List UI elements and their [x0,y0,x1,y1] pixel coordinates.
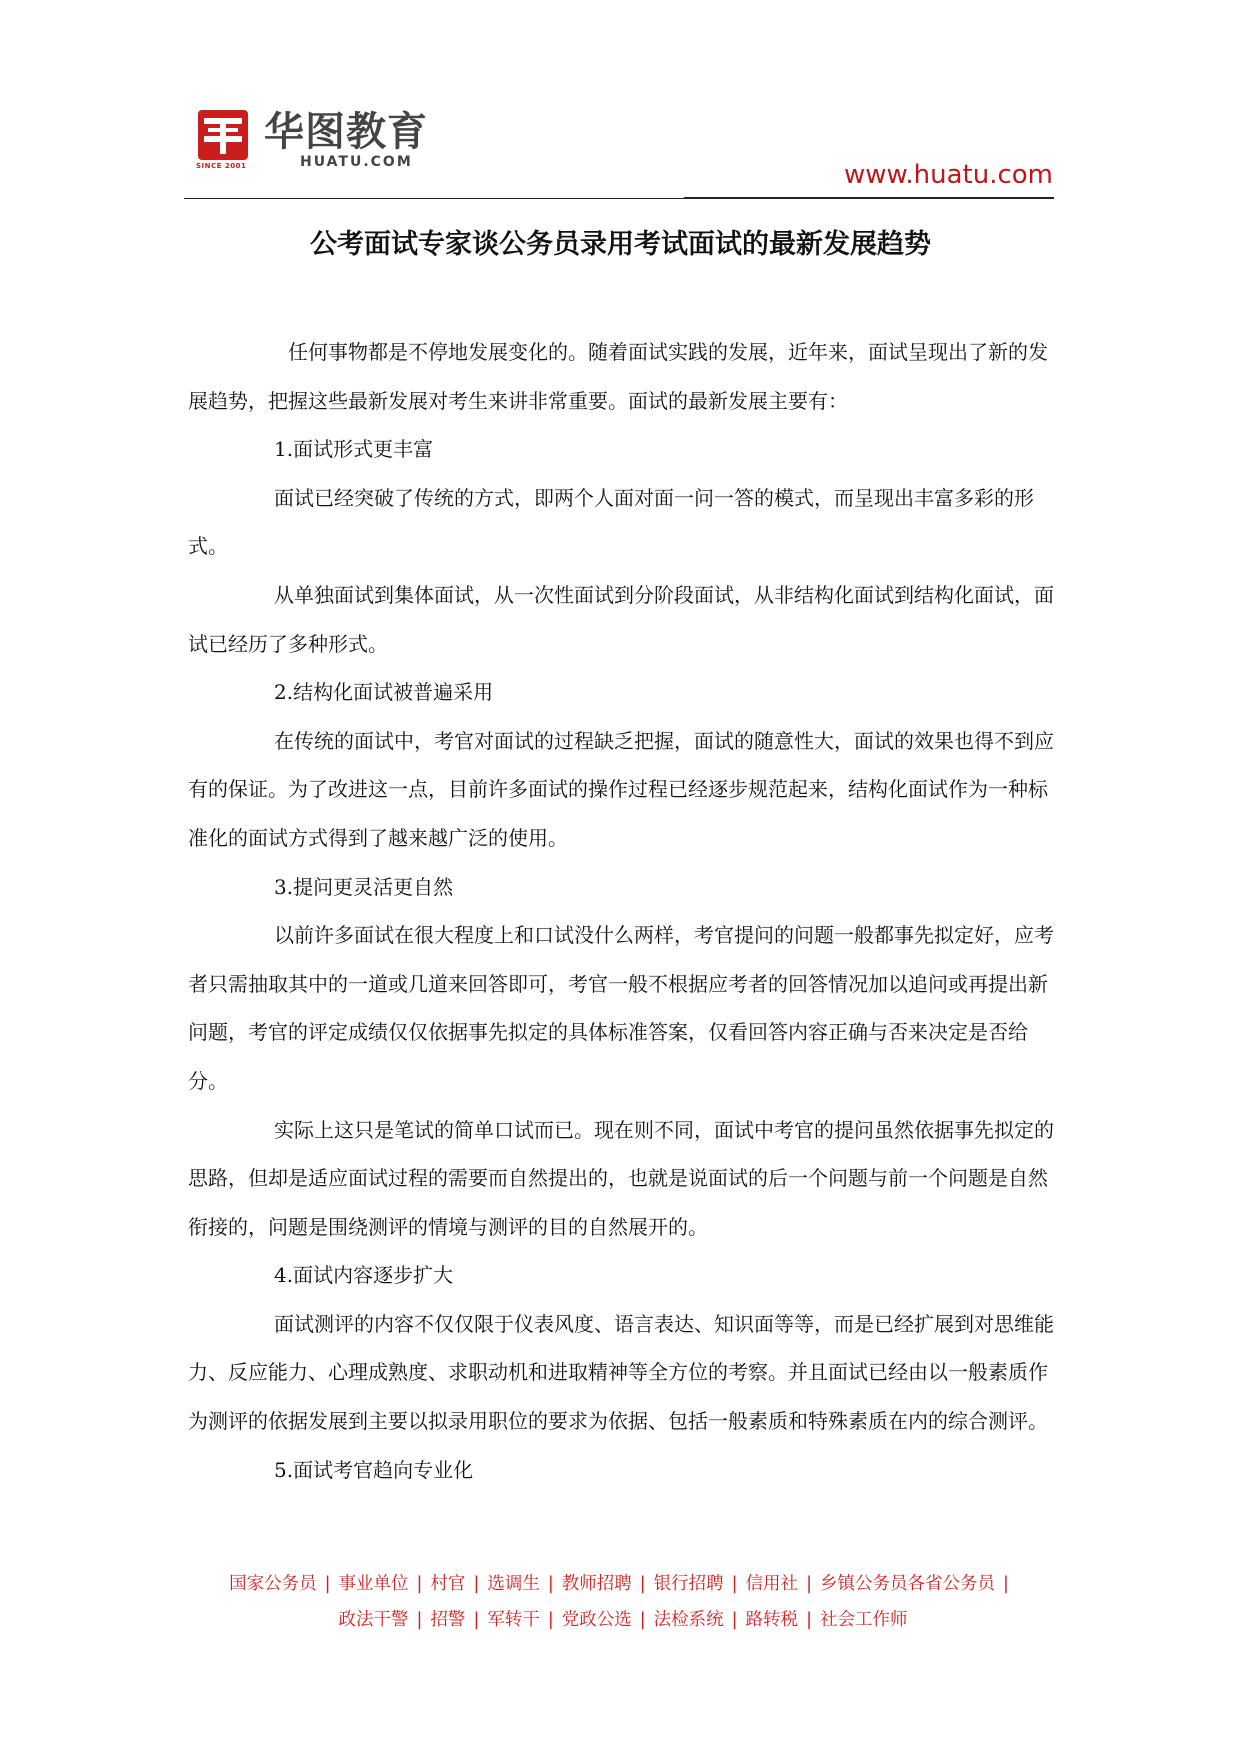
footer-separator: | [473,1610,480,1630]
footer-separator: | [731,1610,738,1630]
footer-link-guojia-gongwuyuan[interactable]: 国家公务员 [229,1574,317,1594]
section-heading-5: 5.面试考官趋向专业化 [274,1457,474,1482]
section-3-paragraph-2: 实际上这只是笔试的简单口试而已。现在则不同，面试中考官的提问虽然依据事先拟定的思路，但却是适应面试过程的需要而自然提出的，也就是说面试的后一个问题与前一个问题是自然衔接的，问题是围绕测评的情境与测评的目的自然展开的。 [188,1117,1054,1239]
footer-separator: | [416,1610,423,1630]
logo-chinese-name: 华图教育 [264,109,428,155]
header-divider-accent [684,197,1054,199]
logo-english-name: HUATU.COM [300,154,413,170]
footer-link-zhaojing[interactable]: 招警 [430,1610,466,1630]
footer-link-xuandiaosheng[interactable]: 选调生 [487,1574,540,1594]
article-body [188,328,1058,1494]
article-title: 公考面试专家谈公务员录用考试面试的最新发展趋势 [310,229,931,260]
section-heading-1: 1.面试形式更丰富 [274,437,434,462]
section-4-paragraph: 面试测评的内容不仅仅限于仪表风度、语言表达、知识面等等，而是已经扩展到对思维能力、反应能力、心理成熟度、求职动机和进取精神等全方位的考察。并且面试已经由以一般素质作为测评的依据发展到主要以拟录用职位的要求为依据、包括一般素质和特殊素质在内的综合测评。 [188,1311,1054,1434]
footer-link-fajian-xitong[interactable]: 法检系统 [653,1610,724,1630]
huatu-logo-mark-icon [196,108,250,162]
footer-separator: | [639,1610,646,1630]
footer-link-xiangzhen-gongwuyuan[interactable]: 乡镇公务员各省公务员 [819,1574,995,1594]
footer-separator: | [416,1574,423,1594]
footer-links-row-1 [184,1566,1062,1602]
section-2-paragraph: 在传统的面试中，考官对面试的过程缺乏把握，面试的随意性大，面试的效果也得不到应有的保证。为了改进这一点，目前许多面试的操作过程已经逐步规范起来，结构化面试作为一种标准化的面试方式得到了越来越广泛的使用。 [188,728,1054,850]
footer-separator: | [547,1574,554,1594]
footer-separator: | [1002,1574,1009,1594]
page-header [0,0,1241,210]
footer-links-row-2 [184,1602,1062,1638]
footer-link-shiye-danwei[interactable]: 事业单位 [338,1574,409,1594]
footer-link-luzhuanshui[interactable]: 路转税 [745,1610,799,1630]
footer-link-zhengfa-ganjing[interactable]: 政法干警 [338,1610,409,1630]
footer-separator: | [639,1574,646,1594]
footer-link-dangzheng-gongxuan[interactable]: 党政公选 [561,1610,632,1630]
section-3-paragraph-1: 以前许多面试在很大程度上和口试没什么两样，考官提问的问题一般都事先拟定好，应考者只需抽取其中的一道或几道来回答即可，考官一般不根据应考者的回答情况加以追问或再提出新问题，考官的评定成绩仅仅依据事先拟定的具体标准答案，仅看回答内容正确与否来决定是否给分。 [188,923,1054,1093]
footer-separator: | [731,1574,738,1594]
footer-separator: | [473,1574,480,1594]
footer-link-jiaoshi-zhaopin[interactable]: 教师招聘 [561,1574,632,1594]
footer-link-cunguan[interactable]: 村官 [430,1574,466,1594]
section-heading-3: 3.提问更灵活更自然 [274,874,454,899]
section-1-paragraph-2: 从单独面试到集体面试，从一次性面试到分阶段面试，从非结构化面试到结构化面试，面试已经历了多种形式。 [188,582,1054,656]
section-heading-2: 2.结构化面试被普遍采用 [274,680,494,705]
footer-separator: | [547,1610,554,1630]
section-1-paragraph-1: 面试已经突破了传统的方式，即两个人面对面一问一答的模式，而呈现出丰富多彩的形式。 [188,485,1034,559]
footer-link-xinyongshe[interactable]: 信用社 [745,1574,799,1594]
huatu-logo[interactable] [196,108,466,174]
site-url-link[interactable]: www.huatu.com [843,160,1053,190]
footer-separator: | [806,1574,812,1594]
footer-link-shehui-gongzuoshi[interactable]: 社会工作师 [819,1610,908,1630]
intro-paragraph: 任何事物都是不停地发展变化的。随着面试实践的发展，近年来，面试呈现出了新的发展趋势，把握这些最新发展对考生来讲非常重要。面试的最新发展主要有： [188,340,1048,413]
footer-separator: | [324,1574,331,1594]
logo-since-text: SINCE 2001 [196,162,247,170]
footer-link-junzhuangan[interactable]: 军转干 [487,1610,540,1630]
footer-category-links [184,1566,1062,1638]
footer-separator: | [806,1610,812,1630]
footer-link-yinhang-zhaopin[interactable]: 银行招聘 [653,1574,724,1594]
section-heading-4: 4.面试内容逐步扩大 [274,1263,454,1288]
